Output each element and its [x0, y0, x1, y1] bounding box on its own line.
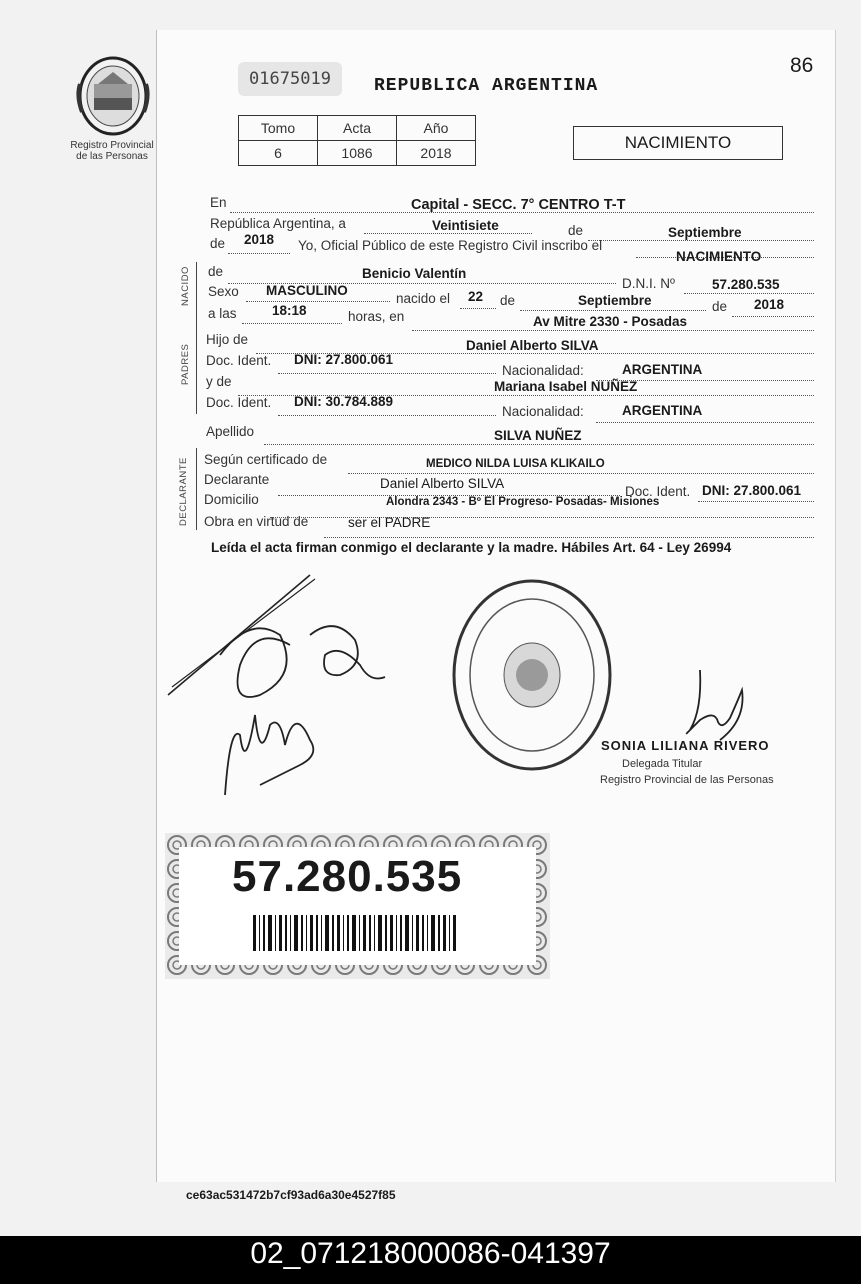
- de2-label: de: [210, 236, 226, 251]
- nacido-label: nacido el: [396, 291, 451, 306]
- madre-value: Mariana Isabel NUÑEZ: [494, 379, 638, 394]
- value-anio: 2018: [397, 141, 476, 166]
- nac-anio-value: 2018: [754, 297, 785, 312]
- horas-en-label: horas, en: [348, 309, 405, 324]
- obra-value: ser el PADRE: [348, 515, 431, 530]
- nac-de-label: de: [500, 293, 516, 308]
- declarante-doc-value: DNI: 27.800.061: [702, 483, 802, 498]
- official-seal: [448, 575, 616, 775]
- dni-value: 57.280.535: [712, 277, 780, 292]
- madre-nac-label: Nacionalidad:: [502, 404, 584, 419]
- office-caption-line2: de las Personas: [76, 151, 148, 162]
- nombre-value: Benicio Valentín: [362, 266, 467, 281]
- domicilio-label: Domicilio: [204, 492, 259, 507]
- nac-mes-value: Septiembre: [578, 293, 652, 308]
- official-role: Delegada Titular: [622, 758, 703, 770]
- hora-value: 18:18: [272, 303, 307, 318]
- header-tomo: Tomo: [239, 116, 318, 141]
- serial-number: 01675019: [238, 62, 342, 96]
- footer-id: 02_071218000086-041397: [250, 1237, 611, 1270]
- alas-label: a las: [208, 306, 237, 321]
- official-office: Registro Provincial de las Personas: [600, 774, 774, 786]
- declarante-section-label: DECLARANTE: [178, 457, 189, 526]
- page-number: 86: [790, 54, 814, 77]
- en-value: Capital - SECC. 7° CENTRO T-T: [411, 197, 626, 213]
- padres-divider: [196, 332, 197, 414]
- oficial-text: Yo, Oficial Público de este Registro Civil inscribo el: [298, 238, 603, 253]
- padre-doc-value: DNI: 27.800.061: [294, 352, 394, 367]
- nacido-section-label: NACIDO: [180, 266, 191, 306]
- document-title: REPUBLICA ARGENTINA: [374, 76, 599, 96]
- office-caption-line1: Registro Provincial: [70, 140, 154, 151]
- domicilio-value: Alondra 2343 - Bº El Progreso- Posadas- Misiones: [386, 496, 660, 508]
- madre-doc-value: DNI: 30.784.889: [294, 394, 394, 409]
- sexo-value: MASCULINO: [266, 283, 348, 298]
- record-table: [238, 115, 476, 166]
- en-label: En: [210, 195, 227, 210]
- anio-value: 2018: [244, 232, 275, 247]
- padre-nac-value: ARGENTINA: [622, 362, 703, 377]
- padre-nac-label: Nacionalidad:: [502, 363, 584, 378]
- record-type-box: NACIMIENTO: [573, 126, 783, 160]
- padres-section-label: PADRES: [180, 343, 191, 385]
- nacido-divider: [196, 262, 197, 332]
- declarante-value: Daniel Alberto SILVA: [380, 476, 505, 491]
- document-number: 57.280.535: [232, 852, 463, 901]
- yde-label: y de: [206, 374, 232, 389]
- header-acta: Acta: [318, 116, 397, 141]
- official-name: SONIA LILIANA RIVERO: [601, 738, 770, 753]
- madre-doc-label: Doc. Ident.: [206, 395, 272, 410]
- sexo-label: Sexo: [208, 284, 239, 299]
- footer-id-bar: [0, 1236, 861, 1284]
- apellido-label: Apellido: [206, 424, 255, 439]
- certificado-label: Según certificado de: [204, 452, 328, 467]
- value-acta: 1086: [318, 141, 397, 166]
- signature-scribbles: [160, 565, 400, 805]
- tipo-value: NACIMIENTO: [676, 249, 762, 264]
- closing-statement: Leída el acta firman conmigo el declarante y la madre. Hábiles Art. 64 - Ley 26994: [211, 540, 732, 555]
- lugar-value: Av Mitre 2330 - Posadas: [533, 314, 688, 329]
- hijo-label: Hijo de: [206, 332, 249, 347]
- nac-de2-label: de: [712, 299, 728, 314]
- nombre-label: de: [208, 264, 224, 279]
- apellido-value: SILVA NUÑEZ: [494, 428, 582, 443]
- republica-label: República Argentina, a: [210, 216, 346, 231]
- madre-nac-value: ARGENTINA: [622, 403, 703, 418]
- obra-label: Obra en virtud de: [204, 514, 309, 529]
- declarante-label: Declarante: [204, 472, 270, 487]
- declarante-doc-label: Doc. Ident.: [625, 484, 691, 499]
- header-anio: Año: [397, 116, 476, 141]
- province-coat-of-arms-logo: [74, 54, 152, 138]
- nac-dia-value: 22: [468, 289, 484, 304]
- padre-doc-label: Doc. Ident.: [206, 353, 272, 368]
- dni-label: D.N.I. Nº: [622, 276, 675, 291]
- declarante-divider: [196, 448, 197, 530]
- de-label: de: [568, 223, 584, 238]
- dia-value: Veintisiete: [432, 218, 499, 233]
- mes-value: Septiembre: [668, 225, 742, 240]
- value-tomo: 6: [239, 141, 318, 166]
- document-hash: ce63ac531472b7cf93ad6a30e4527f85: [186, 1188, 396, 1202]
- padre-value: Daniel Alberto SILVA: [466, 338, 599, 353]
- official-signature: [660, 660, 770, 750]
- certificado-value: MEDICO NILDA LUISA KLIKAILO: [426, 458, 605, 470]
- office-caption: [56, 140, 168, 162]
